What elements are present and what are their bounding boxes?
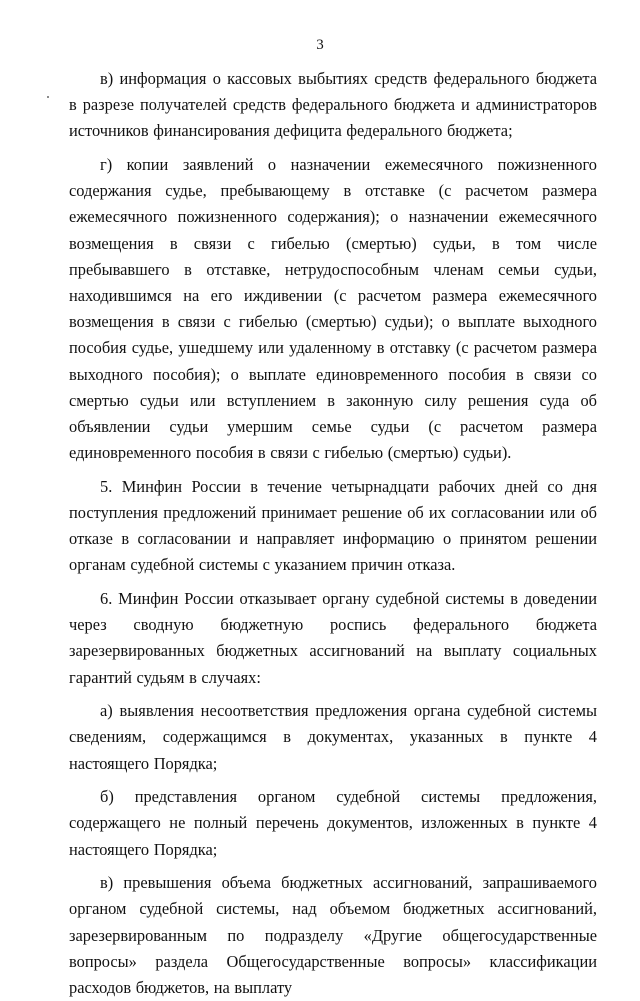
paragraph-item-a-mismatch: а) выявления несоответствия предложения органа судебной системы сведениям, содержащимся в документах, указанных в пункте 4 настоящего Порядка; (69, 701, 597, 773)
paragraph-item-g-application-copies: г) копии заявлений о назначении ежемесячного пожизненного содержания судье, пребывающему в отставке (с расчетом размера ежемесячного пожизненного содержания); о назначении ежемесячного возмещения в связи с гибелью (смертью) судьи, в том числе пребывавшего в отставке, нетрудоспособным членам семьи судьи, находившимся на его иждивении (с расчетом размера ежемесячного возмещения в связи с гибелью (смертью) судьи); о выплате выходного пособия судье, ушедшему или удаленному в отставку (с расчетом размера выходного пособия); о выплате единовременного пособия в связи со смертью судьи или вступлением в законную силу решения суда об объявлении судьи умершим семье судьи (с расчетом размера единовременного пособия в связи с гибелью (смертью) судьи). (69, 155, 597, 463)
paragraph-clause-6: 6. Минфин России отказывает органу судебной системы в доведении через сводную бюджетную роспись федерального бюджета зарезервированных бюджетных ассигнований на выплату социальных гарантий судьям в случаях: (69, 589, 597, 687)
paragraph-clause-5: 5. Минфин России в течение четырнадцати рабочих дней со дня поступления предложений принимает решение об их согласовании или об отказе в согласовании и направляет информацию о принятом решении органам судебной системы с указанием причин отказа. (69, 476, 597, 575)
paragraph-item-v-excess-allocations: в) превышения объема бюджетных ассигнований, запрашиваемого органом судебной системы, над объемом бюджетных ассигнований, зарезервированным по подразделу «Другие общегосударственные вопросы» раздела Общегосударственные вопросы» классификации расходов бюджетов, на выплату (69, 873, 597, 998)
scan-artifact-dot (47, 96, 49, 98)
paragraph-item-b-incomplete-documents: б) представления органом судебной системы предложения, содержащего не полный перечень документов, изложенных в пункте 4 настоящего Порядка; (69, 787, 597, 859)
document-body (69, 66, 597, 1001)
page-number: 3 (316, 37, 324, 53)
paragraph-item-v-cash-disbursements: в) информация о кассовых выбытиях средств федерального бюджета в разрезе получателей средств федерального бюджета и администраторов источников финансирования дефицита федерального бюджета; (69, 69, 597, 141)
